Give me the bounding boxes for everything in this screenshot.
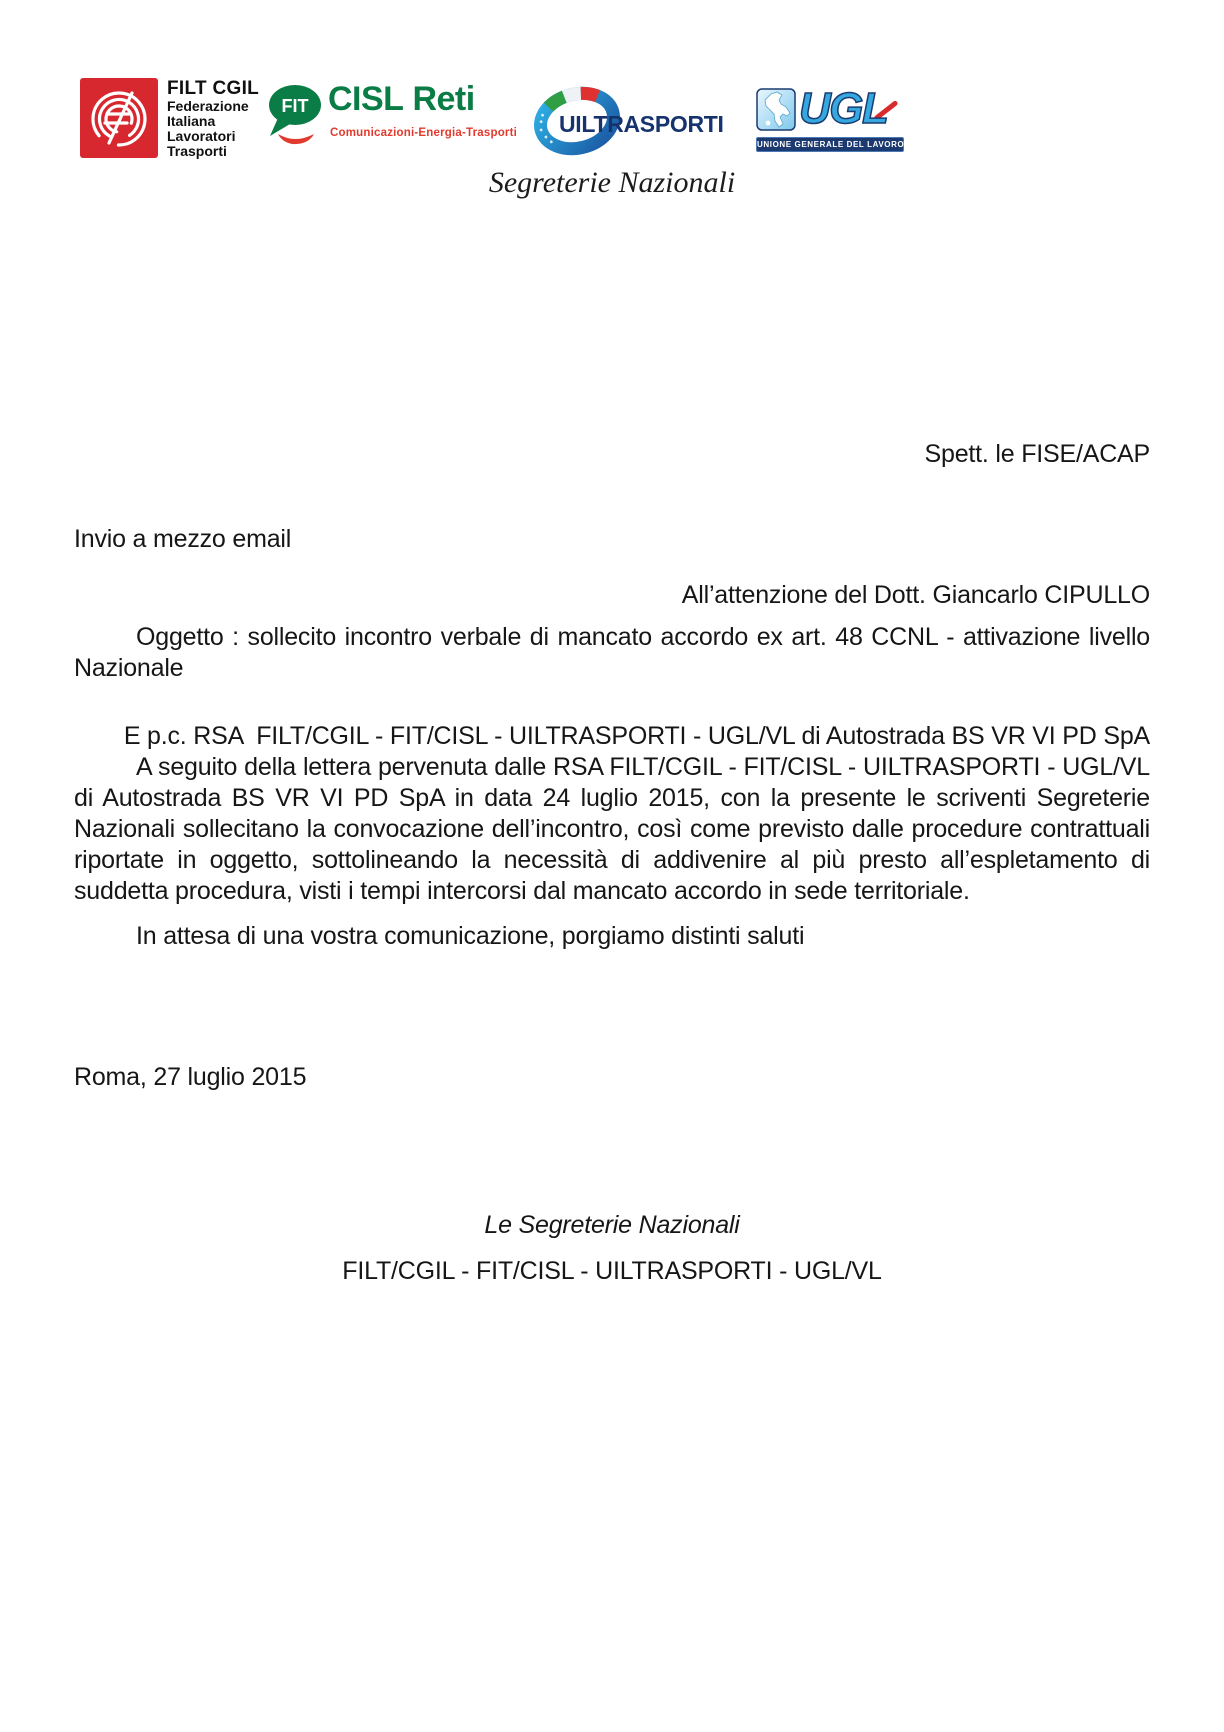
fit-bubble-icon — [268, 84, 324, 148]
filt-cgil-line: Italiana — [167, 113, 216, 129]
recipient-line: Spett. le FISE/ACAP — [924, 440, 1150, 468]
filt-cgil-title: FILT CGIL — [167, 78, 260, 99]
filt-cgil-emblem-icon — [80, 78, 158, 158]
cisl-tagline: Comunicazioni-Energia-Trasporti — [330, 127, 518, 139]
filt-cgil-line: Trasporti — [167, 143, 227, 159]
fit-cisl-logo — [268, 80, 523, 148]
cisl-reti-title — [328, 80, 475, 119]
body-paragraph: A seguito della lettera pervenuta dalle RSA FILT/CGIL - FIT/CISL - UILTRASPORTI - UGL/VL di Autostrada BS VR VI PD SpA in data 24 luglio 2015, con la presente le scriventi Segreterie Nazionali sollecitano la convocazione dell’incontro, così come previsto dalle procedure contrattuali riportate in oggetto, sottolineando la necessità di addivenire al più presto all’espletamento di suddetta procedura, visti i tempi intercorsi dal mancato accordo in sede territoriale. — [74, 753, 1150, 905]
filt-cgil-line: Federazione — [167, 98, 249, 114]
signature-line-2: FILT/CGIL - FIT/CISL - UILTRASPORTI - UGL/VL — [342, 1257, 882, 1285]
ugl-italy-icon — [756, 88, 796, 132]
signature-line-1: Le Segreterie Nazionali — [484, 1211, 740, 1239]
ugl-logo-top — [756, 84, 906, 134]
ugl-logo — [756, 84, 906, 152]
closing-paragraph: In attesa di una vostra comunicazione, porgiamo distinti saluti — [136, 922, 805, 950]
uiltrasporti-logo — [533, 83, 738, 159]
filt-cgil-line: Lavoratori — [167, 128, 236, 144]
delivery-method-line: Invio a mezzo email — [74, 525, 292, 553]
fit-badge-label: FIT — [281, 96, 309, 116]
cisl-label: CISL — [328, 80, 404, 118]
letter-body — [74, 524, 1150, 1287]
filt-cgil-text — [167, 78, 259, 159]
segreterie-nazionali-heading: Segreterie Nazionali — [488, 166, 736, 199]
ugl-tagline: UNIONE GENERALE DEL LAVORO — [756, 137, 904, 152]
recipient-line: E p.c. RSA FILT/CGIL - FIT/CISL - UILTRASPORTI - UGL/VL di Autostrada BS VR VI PD SpA — [123, 722, 1150, 750]
dateline: Roma, 27 luglio 2015 — [74, 1063, 307, 1091]
fit-red-swoosh-icon — [278, 134, 314, 144]
filt-cgil-logo — [80, 78, 259, 159]
subject-line: Oggetto : sollecito incontro verbale di mancato accordo ex art. 48 CCNL - attivazione livello Nazionale — [74, 623, 1150, 682]
uiltrasporti-title: UILTRASPORTI — [559, 111, 724, 137]
reti-label: Reti — [412, 80, 475, 118]
recipient-line: All’attenzione del Dott. Giancarlo CIPULLO — [681, 581, 1150, 609]
ugl-title: UGL — [799, 84, 888, 133]
